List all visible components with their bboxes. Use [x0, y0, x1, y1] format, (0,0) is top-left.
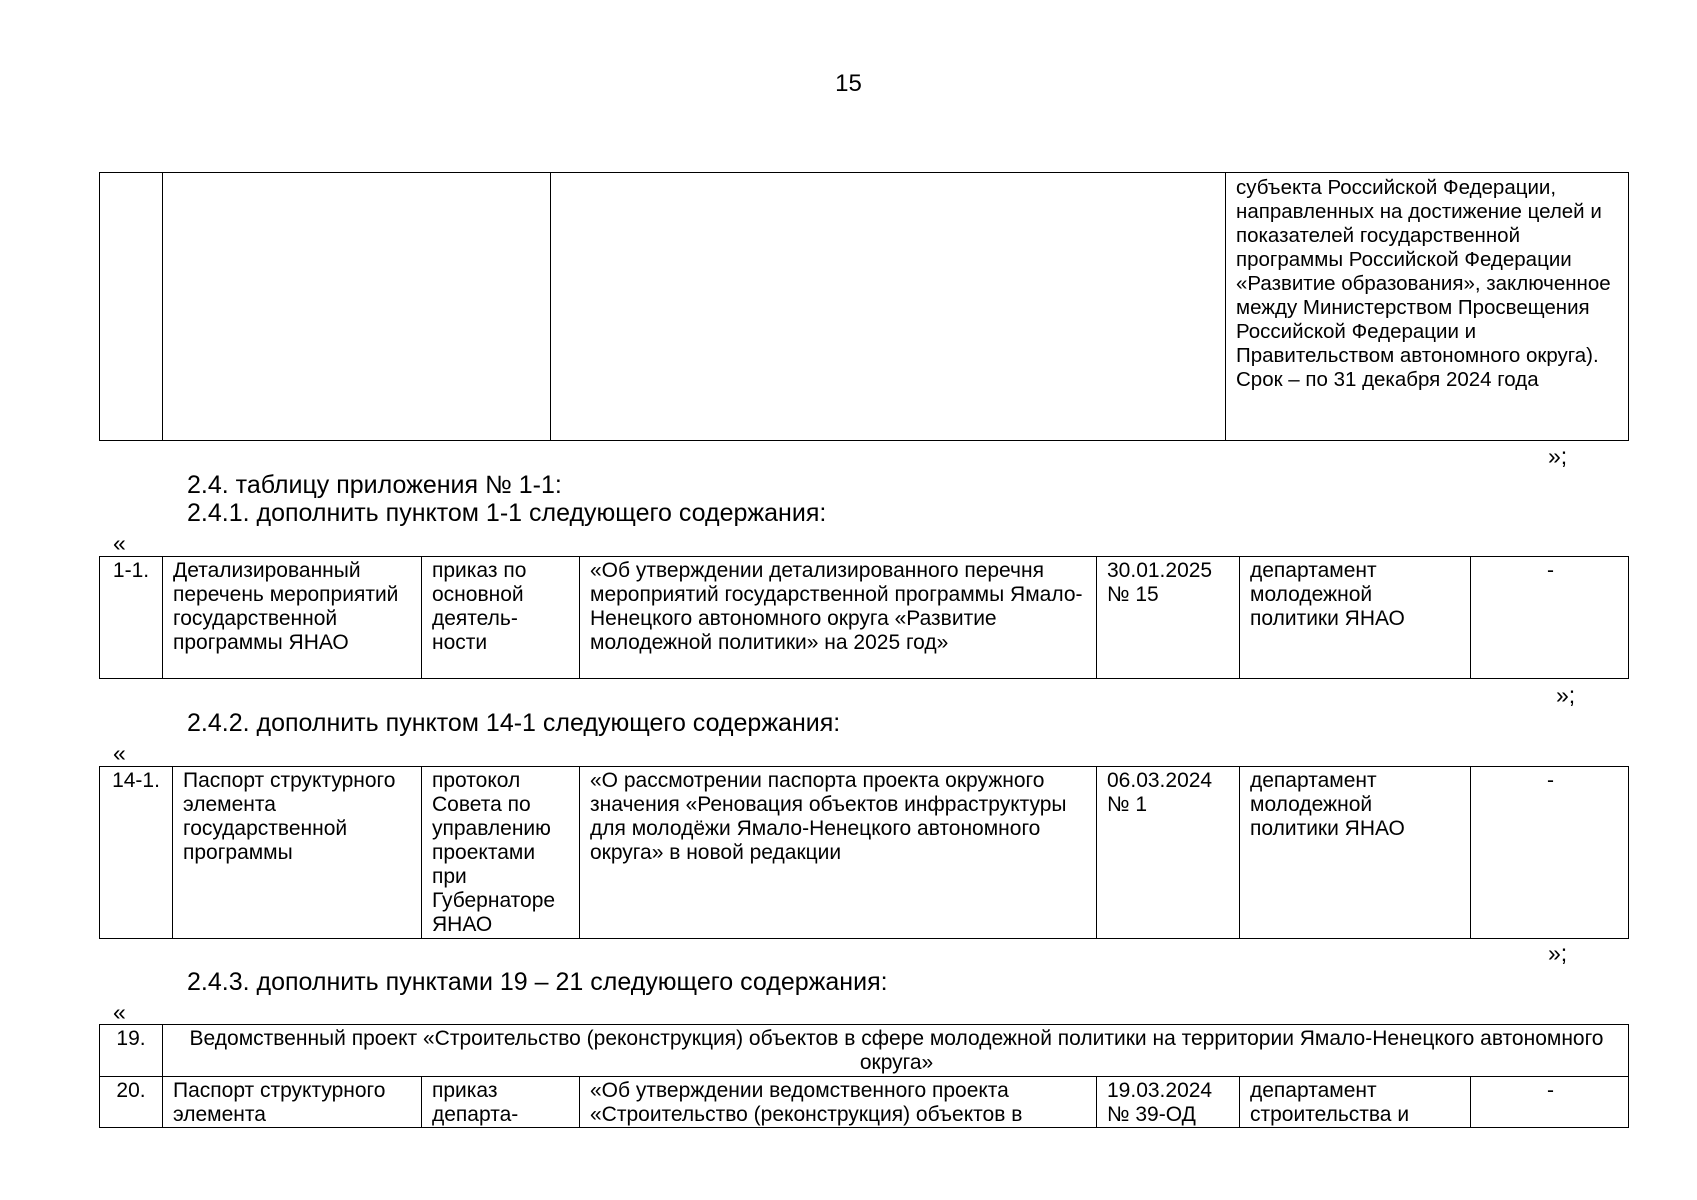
open-quote: «: [113, 530, 126, 556]
paragraph-2-4-1: 2.4.1. дополнить пунктом 1-1 следующего содержания:: [187, 499, 827, 527]
document-date: 30.01.2025 № 15: [1097, 557, 1240, 679]
cell-empty: [100, 173, 163, 441]
open-quote: «: [113, 999, 126, 1025]
document-type: приказ департа-: [422, 1077, 580, 1128]
document-date: 19.03.2024 № 39-ОД: [1097, 1077, 1240, 1128]
open-quote: «: [113, 740, 126, 766]
cell-empty: [551, 173, 1226, 441]
department: департамент строительства и: [1240, 1077, 1471, 1128]
row-number: 1-1.: [100, 557, 163, 679]
table-row-14-1: [99, 766, 1629, 939]
table-row-1-1: [99, 556, 1629, 679]
table-row: [100, 1025, 1629, 1077]
note: -: [1471, 557, 1629, 679]
document-type: приказ по основной деятель-ности: [422, 557, 580, 679]
project-title: Ведомственный проект «Строительство (реконструкция) объектов в сфере молодежной политики на территории Ямало-Ненецкого автономного округа»: [163, 1025, 1629, 1077]
page-number: 15: [835, 70, 862, 97]
row-number: 20.: [100, 1077, 163, 1128]
paragraph-2-4-3: 2.4.3. дополнить пунктами 19 – 21 следующего содержания:: [187, 968, 888, 996]
paragraph-2-4: 2.4. таблицу приложения № 1-1:: [187, 471, 562, 499]
department: департамент молодежной политики ЯНАО: [1240, 767, 1471, 939]
close-quote: »;: [1548, 443, 1568, 469]
cell-empty: [163, 173, 551, 441]
row-number: 19.: [100, 1025, 163, 1077]
close-quote: »;: [1548, 940, 1568, 966]
document-title: «О рассмотрении паспорта проекта окружного значения «Реновация объектов инфраструктуры для молодёжи Ямало-Ненецкого автономного округа» в новой редакции: [580, 767, 1097, 939]
department: департамент молодежной политики ЯНАО: [1240, 557, 1471, 679]
document-date: 06.03.2024 № 1: [1097, 767, 1240, 939]
element-name: Детализированный перечень мероприятий государственной программы ЯНАО: [163, 557, 422, 679]
document-type: протокол Совета по управлению проектами при Губернаторе ЯНАО: [422, 767, 580, 939]
document-title: «Об утверждении детализированного перечня мероприятий государственной программы Ямало-Ненецкого автономного округа «Развитие молодежной политики» на 2025 год»: [580, 557, 1097, 679]
row-number: 14-1.: [100, 767, 173, 939]
close-quote: »;: [1556, 682, 1576, 708]
table-rows-19-20: [99, 1024, 1629, 1128]
continued-table: [99, 172, 1629, 441]
agreement-text: субъекта Российской Федерации, направленных на достижение целей и показателей государственной программы Российской Федерации «Развитие образования», заключенное между Министерством Просвещения Российской Федерации и Правительством автономного округа). Срок – по 31 декабря 2024 года: [1226, 173, 1629, 441]
note: -: [1471, 1077, 1629, 1128]
document-title: «Об утверждении ведомственного проекта «Строительство (реконструкция) объектов в: [580, 1077, 1097, 1128]
element-name: Паспорт структурного элемента: [163, 1077, 422, 1128]
table-row: [100, 173, 1629, 441]
element-name: Паспорт структурного элемента государственной программы: [173, 767, 422, 939]
paragraph-2-4-2: 2.4.2. дополнить пунктом 14-1 следующего содержания:: [187, 709, 841, 737]
table-row: [100, 1077, 1629, 1128]
note: -: [1471, 767, 1629, 939]
